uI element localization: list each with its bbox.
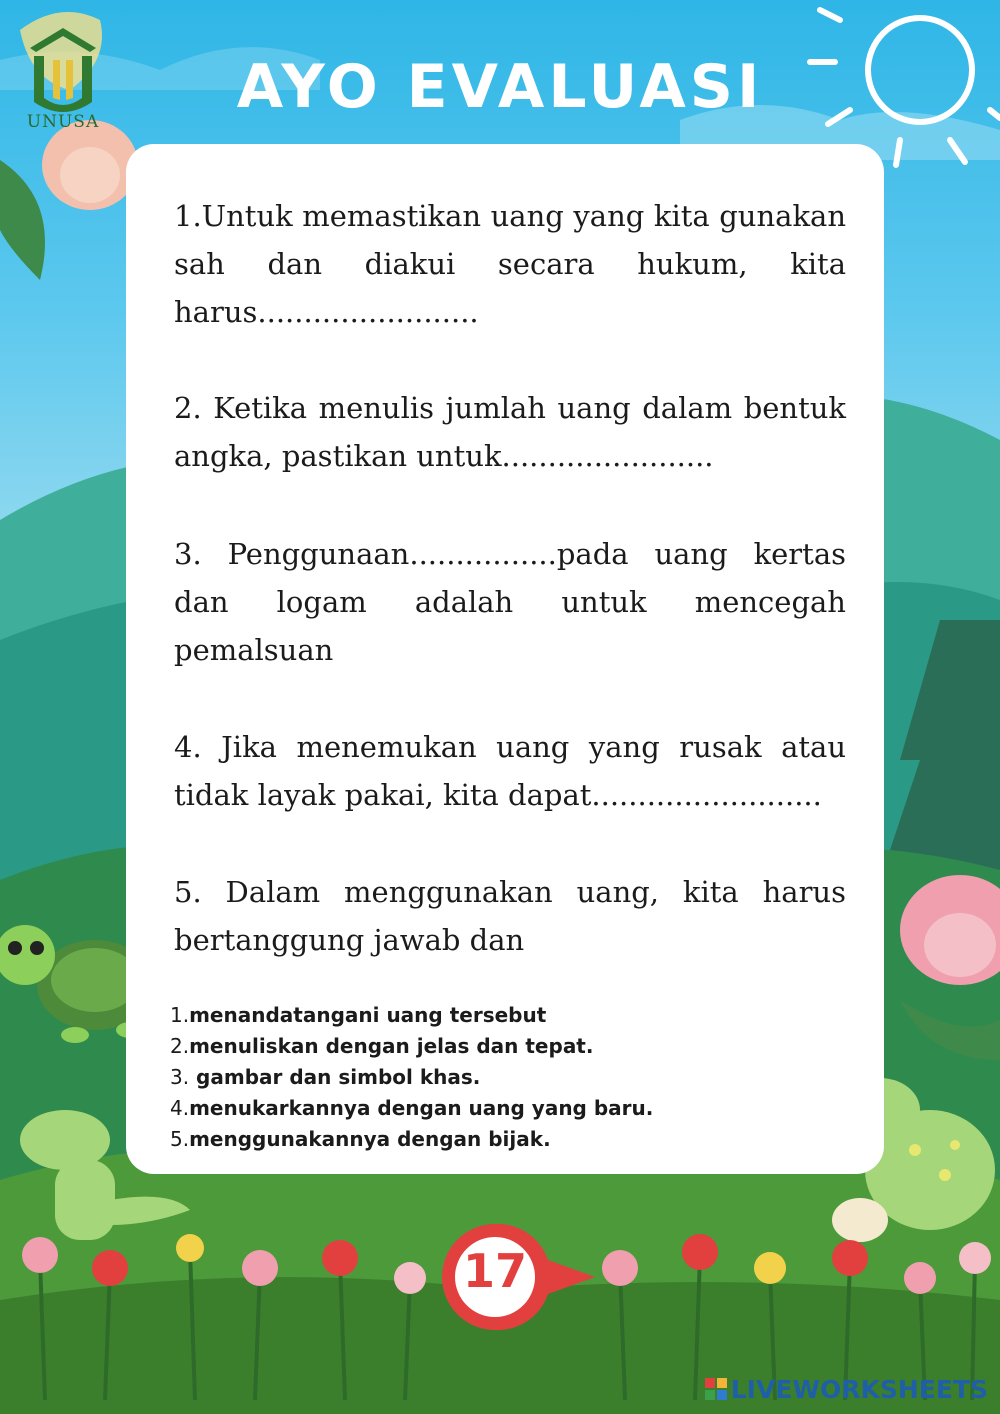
answer-number: 1.	[170, 1003, 190, 1027]
watermark-text: LIVEWORKSHEETS	[730, 1375, 988, 1404]
answer-text: menuliskan dengan jelas dan tepat.	[189, 1034, 594, 1058]
answer-item	[170, 1031, 850, 1062]
logo-text: UNUSA	[26, 112, 100, 132]
answer-text: gambar dan simbol khas.	[189, 1065, 481, 1089]
answer-list	[170, 1000, 850, 1155]
answer-text: menukarkannya dengan uang yang baru.	[189, 1096, 654, 1120]
answer-item	[170, 1093, 850, 1124]
answer-item	[170, 1124, 850, 1155]
question-2: 2. Ketika menulis jumlah uang dalam bentuk angka, pastikan untuk.......................	[174, 391, 846, 473]
question-card	[126, 144, 884, 1174]
page-number: 17	[462, 1244, 527, 1298]
question-5: 5. Dalam menggunakan uang, kita harus bertanggung jawab dan	[174, 875, 846, 957]
answer-number: 3.	[170, 1065, 190, 1089]
answer-text: menandatangani uang tersebut	[189, 1003, 547, 1027]
liveworksheets-watermark	[705, 1375, 988, 1404]
question-1: 1.Untuk memastikan uang yang kita gunakan sah dan diakui secara hukum, kita harus........................	[174, 199, 846, 329]
answer-number: 2.	[170, 1034, 190, 1058]
question-3: 3. Penggunaan................pada uang kertas dan logam adalah untuk mencegah pemalsuan	[174, 537, 846, 667]
answer-item	[170, 1000, 850, 1031]
question-4: 4. Jika menemukan uang yang rusak atau tidak layak pakai, kita dapat.........................	[174, 730, 846, 812]
answer-text: menggunakannya dengan bijak.	[189, 1127, 551, 1151]
liveworksheets-logo-icon	[705, 1378, 727, 1400]
page-title: AYO EVALUASI	[236, 52, 764, 122]
answer-number: 4.	[170, 1096, 190, 1120]
answer-number: 5.	[170, 1127, 190, 1151]
answer-item	[170, 1062, 850, 1093]
page-number-badge	[430, 1222, 600, 1332]
